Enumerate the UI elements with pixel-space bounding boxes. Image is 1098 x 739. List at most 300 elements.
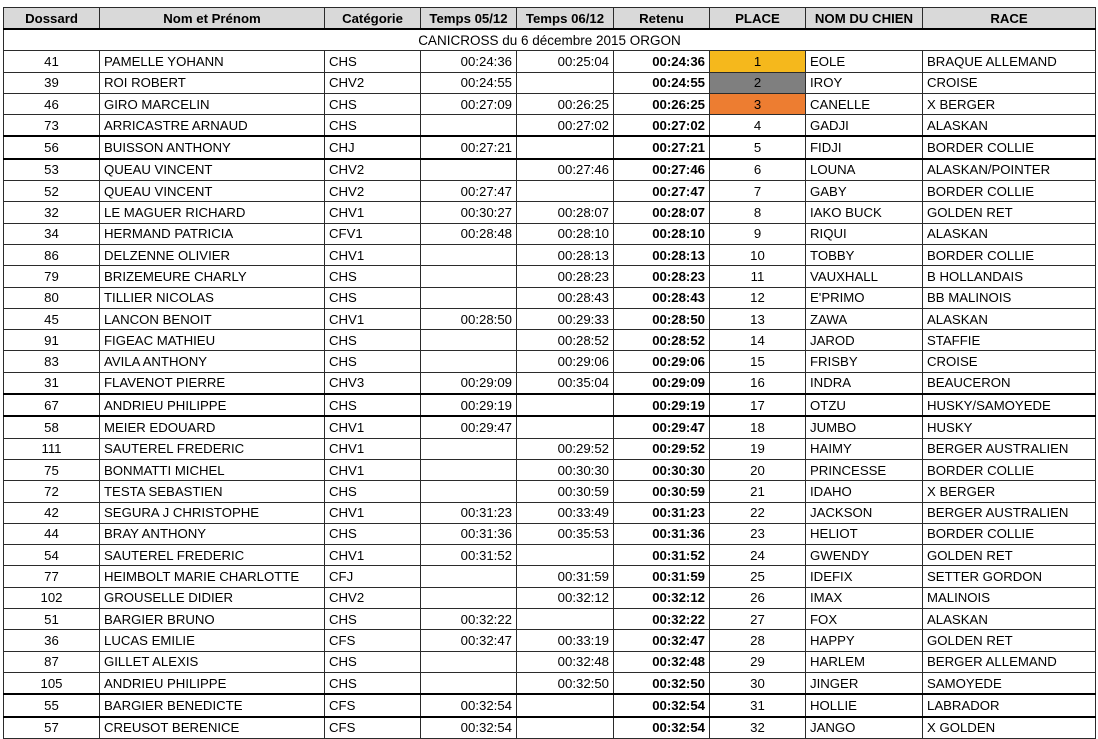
cell-race: SETTER GORDON [923, 566, 1096, 587]
header-dossard: Dossard [4, 8, 100, 30]
cell-dossard: 83 [4, 351, 100, 372]
sheet-title: CANICROSS du 6 décembre 2015 ORGON [4, 29, 1096, 51]
cell-place: 18 [710, 416, 806, 438]
cell-dossard: 111 [4, 438, 100, 459]
cell-nom-chien: IMAX [806, 587, 923, 608]
cell-retenu: 00:29:06 [614, 351, 710, 372]
cell-dossard: 72 [4, 481, 100, 502]
cell-categorie: CHV1 [325, 308, 421, 329]
cell-place: 23 [710, 523, 806, 544]
cell-categorie: CHV3 [325, 372, 421, 394]
table-row [4, 394, 1096, 416]
cell-nom: DELZENNE OLIVIER [100, 244, 325, 265]
cell-categorie: CHS [325, 481, 421, 502]
table-row [4, 223, 1096, 244]
cell-retenu: 00:31:36 [614, 523, 710, 544]
cell-temps-0512: 00:29:09 [421, 372, 517, 394]
header-categorie: Catégorie [325, 8, 421, 30]
cell-race: GOLDEN RET [923, 630, 1096, 651]
cell-temps-0612 [517, 694, 614, 716]
cell-temps-0512: 00:31:36 [421, 523, 517, 544]
cell-temps-0612: 00:28:10 [517, 223, 614, 244]
cell-temps-0612: 00:35:53 [517, 523, 614, 544]
cell-nom: MEIER EDOUARD [100, 416, 325, 438]
cell-place: 16 [710, 372, 806, 394]
cell-temps-0512 [421, 459, 517, 480]
table-row [4, 416, 1096, 438]
cell-nom-chien: JACKSON [806, 502, 923, 523]
cell-temps-0512 [421, 438, 517, 459]
table-row [4, 202, 1096, 223]
cell-dossard: 45 [4, 308, 100, 329]
cell-dossard: 42 [4, 502, 100, 523]
cell-temps-0612: 00:28:07 [517, 202, 614, 223]
table-row [4, 266, 1096, 287]
cell-retenu: 00:28:52 [614, 330, 710, 351]
table-row [4, 587, 1096, 608]
cell-temps-0512 [421, 481, 517, 502]
cell-place: 19 [710, 438, 806, 459]
cell-temps-0612: 00:28:52 [517, 330, 614, 351]
cell-race: CROISE [923, 72, 1096, 93]
cell-nom-chien: HOLLIE [806, 694, 923, 716]
cell-nom-chien: JANGO [806, 717, 923, 739]
cell-nom: ANDRIEU PHILIPPE [100, 672, 325, 694]
header-row [4, 8, 1096, 30]
cell-nom: SAUTEREL FREDERIC [100, 545, 325, 566]
cell-temps-0512: 00:27:09 [421, 93, 517, 114]
cell-race: ALASKAN/POINTER [923, 159, 1096, 181]
cell-place: 12 [710, 287, 806, 308]
cell-dossard: 102 [4, 587, 100, 608]
cell-dossard: 86 [4, 244, 100, 265]
cell-temps-0512 [421, 115, 517, 137]
cell-categorie: CFV1 [325, 223, 421, 244]
cell-nom-chien: GADJI [806, 115, 923, 137]
table-row [4, 502, 1096, 523]
cell-nom-chien: JUMBO [806, 416, 923, 438]
cell-nom-chien: RIQUI [806, 223, 923, 244]
cell-dossard: 39 [4, 72, 100, 93]
cell-place: 4 [710, 115, 806, 137]
cell-nom: ARRICASTRE ARNAUD [100, 115, 325, 137]
cell-temps-0512: 00:32:22 [421, 609, 517, 630]
cell-place: 7 [710, 181, 806, 202]
cell-nom-chien: IAKO BUCK [806, 202, 923, 223]
cell-retenu: 00:27:02 [614, 115, 710, 137]
cell-categorie: CHS [325, 351, 421, 372]
table-row [4, 459, 1096, 480]
header-temps-0612: Temps 06/12 [517, 8, 614, 30]
cell-retenu: 00:27:47 [614, 181, 710, 202]
cell-race: GOLDEN RET [923, 202, 1096, 223]
cell-race: BEAUCERON [923, 372, 1096, 394]
cell-temps-0612: 00:30:30 [517, 459, 614, 480]
cell-place: 29 [710, 651, 806, 672]
cell-nom-chien: HARLEM [806, 651, 923, 672]
cell-nom: LE MAGUER RICHARD [100, 202, 325, 223]
cell-temps-0612: 00:28:23 [517, 266, 614, 287]
cell-race: BB MALINOIS [923, 287, 1096, 308]
cell-nom: BONMATTI MICHEL [100, 459, 325, 480]
cell-race: BORDER COLLIE [923, 244, 1096, 265]
results-table [3, 7, 1096, 739]
cell-nom-chien: INDRA [806, 372, 923, 394]
cell-place: 28 [710, 630, 806, 651]
cell-categorie: CHS [325, 394, 421, 416]
cell-place: 20 [710, 459, 806, 480]
cell-race: HUSKY [923, 416, 1096, 438]
cell-place: 22 [710, 502, 806, 523]
cell-retenu: 00:28:13 [614, 244, 710, 265]
cell-race: MALINOIS [923, 587, 1096, 608]
cell-temps-0512: 00:28:48 [421, 223, 517, 244]
cell-retenu: 00:30:59 [614, 481, 710, 502]
cell-categorie: CHV1 [325, 202, 421, 223]
cell-nom-chien: IROY [806, 72, 923, 93]
cell-place: 17 [710, 394, 806, 416]
cell-race: BORDER COLLIE [923, 136, 1096, 158]
cell-temps-0512 [421, 266, 517, 287]
cell-dossard: 55 [4, 694, 100, 716]
cell-dossard: 80 [4, 287, 100, 308]
cell-nom-chien: ZAWA [806, 308, 923, 329]
cell-dossard: 79 [4, 266, 100, 287]
cell-categorie: CHV2 [325, 159, 421, 181]
cell-retenu: 00:24:55 [614, 72, 710, 93]
cell-race: BERGER AUSTRALIEN [923, 502, 1096, 523]
cell-retenu: 00:31:23 [614, 502, 710, 523]
cell-retenu: 00:28:50 [614, 308, 710, 329]
cell-place: 5 [710, 136, 806, 158]
table-row [4, 481, 1096, 502]
cell-nom: FIGEAC MATHIEU [100, 330, 325, 351]
cell-dossard: 75 [4, 459, 100, 480]
table-row [4, 93, 1096, 114]
table-row [4, 630, 1096, 651]
cell-categorie: CHS [325, 287, 421, 308]
cell-place: 8 [710, 202, 806, 223]
cell-dossard: 58 [4, 416, 100, 438]
cell-place: 9 [710, 223, 806, 244]
table-row [4, 694, 1096, 716]
cell-temps-0512: 00:27:21 [421, 136, 517, 158]
cell-categorie: CFS [325, 630, 421, 651]
cell-categorie: CHV2 [325, 587, 421, 608]
table-body [4, 51, 1096, 739]
cell-temps-0612 [517, 609, 614, 630]
cell-temps-0512: 00:29:19 [421, 394, 517, 416]
cell-nom-chien: JINGER [806, 672, 923, 694]
cell-race: B HOLLANDAIS [923, 266, 1096, 287]
cell-nom-chien: TOBBY [806, 244, 923, 265]
cell-place: 32 [710, 717, 806, 739]
cell-temps-0612 [517, 181, 614, 202]
cell-nom: TESTA SEBASTIEN [100, 481, 325, 502]
cell-retenu: 00:27:21 [614, 136, 710, 158]
cell-temps-0512 [421, 287, 517, 308]
cell-temps-0612: 00:33:19 [517, 630, 614, 651]
cell-place: 26 [710, 587, 806, 608]
cell-retenu: 00:31:52 [614, 545, 710, 566]
cell-race: X BERGER [923, 93, 1096, 114]
header-temps-0512: Temps 05/12 [421, 8, 517, 30]
table-row [4, 115, 1096, 137]
cell-nom-chien: FRISBY [806, 351, 923, 372]
cell-retenu: 00:32:47 [614, 630, 710, 651]
cell-categorie: CHS [325, 115, 421, 137]
cell-temps-0612: 00:33:49 [517, 502, 614, 523]
cell-race: SAMOYEDE [923, 672, 1096, 694]
cell-dossard: 57 [4, 717, 100, 739]
cell-nom-chien: PRINCESSE [806, 459, 923, 480]
cell-race: HUSKY/SAMOYEDE [923, 394, 1096, 416]
table-row [4, 523, 1096, 544]
cell-race: BRAQUE ALLEMAND [923, 51, 1096, 72]
cell-nom: ROI ROBERT [100, 72, 325, 93]
cell-temps-0612: 00:26:25 [517, 93, 614, 114]
header-nom-chien: NOM DU CHIEN [806, 8, 923, 30]
table-row [4, 330, 1096, 351]
header-race: RACE [923, 8, 1096, 30]
cell-temps-0512: 00:31:52 [421, 545, 517, 566]
cell-dossard: 44 [4, 523, 100, 544]
cell-dossard: 31 [4, 372, 100, 394]
cell-categorie: CFS [325, 694, 421, 716]
cell-temps-0512 [421, 244, 517, 265]
cell-race: LABRADOR [923, 694, 1096, 716]
cell-temps-0512: 00:29:47 [421, 416, 517, 438]
cell-temps-0512 [421, 672, 517, 694]
cell-temps-0512: 00:27:47 [421, 181, 517, 202]
cell-retenu: 00:29:19 [614, 394, 710, 416]
cell-place: 31 [710, 694, 806, 716]
cell-nom: CREUSOT BERENICE [100, 717, 325, 739]
cell-retenu: 00:24:36 [614, 51, 710, 72]
cell-nom: QUEAU VINCENT [100, 181, 325, 202]
cell-nom: BUISSON ANTHONY [100, 136, 325, 158]
cell-nom-chien: HAIMY [806, 438, 923, 459]
cell-temps-0612 [517, 416, 614, 438]
cell-dossard: 46 [4, 93, 100, 114]
cell-temps-0612 [517, 136, 614, 158]
cell-retenu: 00:29:52 [614, 438, 710, 459]
cell-race: BORDER COLLIE [923, 523, 1096, 544]
cell-place: 30 [710, 672, 806, 694]
cell-temps-0512: 00:30:27 [421, 202, 517, 223]
cell-categorie: CHV1 [325, 545, 421, 566]
cell-retenu: 00:31:59 [614, 566, 710, 587]
cell-race: ALASKAN [923, 609, 1096, 630]
cell-place: 24 [710, 545, 806, 566]
cell-temps-0612: 00:29:33 [517, 308, 614, 329]
cell-retenu: 00:28:10 [614, 223, 710, 244]
cell-nom-chien: GWENDY [806, 545, 923, 566]
cell-dossard: 41 [4, 51, 100, 72]
cell-categorie: CHS [325, 93, 421, 114]
results-sheet [3, 7, 1095, 739]
cell-categorie: CHV1 [325, 502, 421, 523]
table-row [4, 308, 1096, 329]
cell-nom: GROUSELLE DIDIER [100, 587, 325, 608]
cell-categorie: CHS [325, 651, 421, 672]
cell-categorie: CHV1 [325, 416, 421, 438]
cell-place: 13 [710, 308, 806, 329]
cell-categorie: CHS [325, 51, 421, 72]
cell-nom-chien: FOX [806, 609, 923, 630]
cell-temps-0612: 00:27:46 [517, 159, 614, 181]
cell-nom-chien: VAUXHALL [806, 266, 923, 287]
cell-temps-0512 [421, 566, 517, 587]
cell-retenu: 00:32:48 [614, 651, 710, 672]
cell-temps-0612: 00:32:48 [517, 651, 614, 672]
cell-temps-0512: 00:31:23 [421, 502, 517, 523]
cell-temps-0612 [517, 545, 614, 566]
cell-nom: BARGIER BENEDICTE [100, 694, 325, 716]
cell-nom: FLAVENOT PIERRE [100, 372, 325, 394]
table-row [4, 72, 1096, 93]
cell-categorie: CHV2 [325, 181, 421, 202]
cell-temps-0612: 00:28:13 [517, 244, 614, 265]
cell-place: 11 [710, 266, 806, 287]
table-row [4, 287, 1096, 308]
cell-nom: BRIZEMEURE CHARLY [100, 266, 325, 287]
cell-dossard: 32 [4, 202, 100, 223]
cell-retenu: 00:32:54 [614, 717, 710, 739]
cell-place: 2 [710, 72, 806, 93]
cell-retenu: 00:32:22 [614, 609, 710, 630]
cell-temps-0612 [517, 72, 614, 93]
cell-race: X BERGER [923, 481, 1096, 502]
cell-dossard: 34 [4, 223, 100, 244]
cell-place: 21 [710, 481, 806, 502]
cell-nom-chien: OTZU [806, 394, 923, 416]
cell-temps-0512 [421, 587, 517, 608]
cell-temps-0512: 00:28:50 [421, 308, 517, 329]
cell-place: 14 [710, 330, 806, 351]
table-row [4, 181, 1096, 202]
table-row [4, 651, 1096, 672]
cell-nom-chien: LOUNA [806, 159, 923, 181]
cell-race: BERGER ALLEMAND [923, 651, 1096, 672]
cell-race: ALASKAN [923, 308, 1096, 329]
cell-nom-chien: JAROD [806, 330, 923, 351]
cell-nom-chien: CANELLE [806, 93, 923, 114]
cell-race: STAFFIE [923, 330, 1096, 351]
cell-race: BORDER COLLIE [923, 181, 1096, 202]
table-row [4, 438, 1096, 459]
cell-place: 6 [710, 159, 806, 181]
cell-categorie: CHV2 [325, 72, 421, 93]
cell-temps-0612: 00:35:04 [517, 372, 614, 394]
cell-temps-0512 [421, 351, 517, 372]
cell-categorie: CHS [325, 609, 421, 630]
table-row [4, 609, 1096, 630]
cell-place: 1 [710, 51, 806, 72]
table-row [4, 136, 1096, 158]
header-retenu: Retenu [614, 8, 710, 30]
cell-temps-0612: 00:27:02 [517, 115, 614, 137]
cell-race: X GOLDEN [923, 717, 1096, 739]
cell-temps-0512: 00:32:54 [421, 717, 517, 739]
cell-dossard: 87 [4, 651, 100, 672]
cell-nom: ANDRIEU PHILIPPE [100, 394, 325, 416]
cell-race: ALASKAN [923, 115, 1096, 137]
cell-nom: BARGIER BRUNO [100, 609, 325, 630]
cell-temps-0612: 00:32:12 [517, 587, 614, 608]
cell-nom-chien: E'PRIMO [806, 287, 923, 308]
cell-retenu: 00:26:25 [614, 93, 710, 114]
cell-nom: TILLIER NICOLAS [100, 287, 325, 308]
cell-dossard: 51 [4, 609, 100, 630]
cell-nom: GIRO MARCELIN [100, 93, 325, 114]
cell-temps-0612: 00:29:06 [517, 351, 614, 372]
cell-nom-chien: FIDJI [806, 136, 923, 158]
cell-retenu: 00:29:09 [614, 372, 710, 394]
cell-race: BERGER AUSTRALIEN [923, 438, 1096, 459]
cell-categorie: CHV1 [325, 244, 421, 265]
cell-nom: SAUTEREL FREDERIC [100, 438, 325, 459]
table-row [4, 351, 1096, 372]
cell-dossard: 53 [4, 159, 100, 181]
cell-place: 27 [710, 609, 806, 630]
cell-categorie: CHS [325, 266, 421, 287]
cell-categorie: CHS [325, 523, 421, 544]
cell-dossard: 73 [4, 115, 100, 137]
header-place: PLACE [710, 8, 806, 30]
cell-race: CROISE [923, 351, 1096, 372]
cell-temps-0612: 00:25:04 [517, 51, 614, 72]
table-row [4, 51, 1096, 72]
cell-race: ALASKAN [923, 223, 1096, 244]
cell-temps-0512 [421, 159, 517, 181]
cell-place: 25 [710, 566, 806, 587]
cell-retenu: 00:28:07 [614, 202, 710, 223]
cell-nom: LANCON BENOIT [100, 308, 325, 329]
table-row [4, 372, 1096, 394]
cell-nom-chien: HAPPY [806, 630, 923, 651]
cell-nom: HERMAND PATRICIA [100, 223, 325, 244]
cell-dossard: 77 [4, 566, 100, 587]
table-row [4, 566, 1096, 587]
cell-nom: SEGURA J CHRISTOPHE [100, 502, 325, 523]
cell-place: 10 [710, 244, 806, 265]
cell-dossard: 56 [4, 136, 100, 158]
cell-nom-chien: HELIOT [806, 523, 923, 544]
table-row [4, 244, 1096, 265]
cell-nom: AVILA ANTHONY [100, 351, 325, 372]
cell-temps-0512: 00:24:36 [421, 51, 517, 72]
cell-categorie: CHS [325, 672, 421, 694]
cell-temps-0612: 00:32:50 [517, 672, 614, 694]
cell-retenu: 00:32:50 [614, 672, 710, 694]
cell-categorie: CFS [325, 717, 421, 739]
cell-retenu: 00:28:23 [614, 266, 710, 287]
cell-dossard: 54 [4, 545, 100, 566]
cell-dossard: 105 [4, 672, 100, 694]
cell-race: GOLDEN RET [923, 545, 1096, 566]
cell-categorie: CHJ [325, 136, 421, 158]
cell-categorie: CHV1 [325, 438, 421, 459]
cell-temps-0612 [517, 394, 614, 416]
cell-dossard: 67 [4, 394, 100, 416]
cell-temps-0612: 00:29:52 [517, 438, 614, 459]
cell-temps-0512 [421, 330, 517, 351]
cell-nom-chien: IDEFIX [806, 566, 923, 587]
cell-retenu: 00:28:43 [614, 287, 710, 308]
cell-dossard: 91 [4, 330, 100, 351]
cell-dossard: 52 [4, 181, 100, 202]
